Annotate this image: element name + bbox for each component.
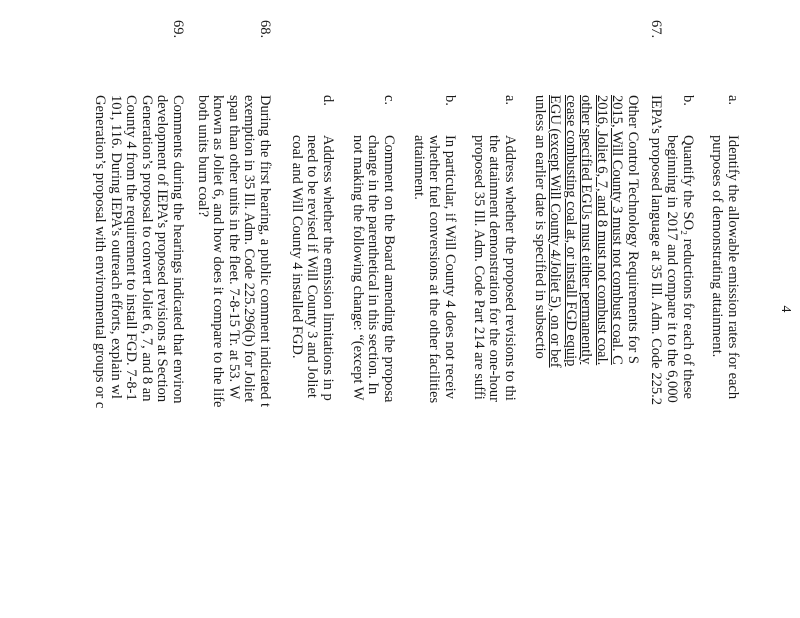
paragraph-line: development of IEPA’s proposed revisions at Section xyxy=(154,95,171,403)
paragraph-line: known as Joliet 6, and how does it compare to the life xyxy=(210,95,227,408)
paragraph-line: Address whether the emission limitations in p xyxy=(320,135,336,401)
paragraph-line: proposed 35 Ill. Adm. Code Part 214 are suffi xyxy=(471,135,487,400)
paragraph-line: exemption in 35 Ill. Adm. Code 225.296(b) for Joliet xyxy=(241,95,258,403)
paragraph-line: Other Control Technology Requirements for S xyxy=(625,95,641,364)
paragraph-line: 2016, Joliet 6, 7, and 8 must not combust coal. xyxy=(594,95,610,366)
paragraph-line: Generation’s proposal to convert Joliet 6, 7, and 8 an xyxy=(139,95,155,402)
paragraph-line: need to be revised if Will County 3 and Joliet xyxy=(304,135,321,398)
paragraph-line: In particular, if Will County 4 does not receiv xyxy=(442,135,458,399)
item-number: 69. xyxy=(170,20,186,39)
paragraph-line: Identify the allowable emission rates for each xyxy=(725,135,741,400)
paragraph-line: whether fuel conversions at the other facilities xyxy=(426,135,443,404)
paragraph-line: During the first hearing, a public comment indicated t xyxy=(257,95,273,408)
paragraph-line: Quantify the SO₂ reductions for each of these xyxy=(680,135,696,399)
paragraph-line: other specified EGUs must either permanently xyxy=(578,95,595,365)
paragraph-line: EGU (except Will County 4/Joliet 5), on or bef xyxy=(547,95,564,368)
paragraph-line: Comments during the hearings indicated that environ xyxy=(170,95,186,404)
item-number: 68. xyxy=(257,20,273,39)
paragraph-line: change in the parenthetical in this section. In xyxy=(365,135,382,395)
paragraph-line: purposes of demonstrating attainment. xyxy=(709,135,726,358)
paragraph-line: 2015, Will County 3 must not combust coal. C xyxy=(609,95,626,365)
item-number: d. xyxy=(320,95,336,106)
item-number: 67. xyxy=(648,20,664,39)
page-number: 4 xyxy=(778,305,793,313)
item-number: a. xyxy=(725,95,741,106)
paragraph-line: IEPA’s proposed language at 35 Ill. Adm. Code 225.2 xyxy=(648,95,664,405)
paragraph-line: 101, 116. During IEPA’s outreach efforts, explain wl xyxy=(108,95,124,399)
paragraph-line: unless an earlier date is specified in subsectio xyxy=(532,95,548,359)
paragraph-line: Address whether the proposed revisions to thi xyxy=(502,135,518,401)
paragraph-line: not making the following change: “(except W xyxy=(350,135,366,401)
item-number: b. xyxy=(442,95,458,106)
paragraph-line: the attainment demonstration for the one-hour xyxy=(486,135,503,402)
paragraph-line: cease combusting coal at, or install FGD equip xyxy=(563,95,579,367)
paragraph-line: beginning in 2017 and compare it to the 6,000 xyxy=(664,135,681,403)
item-number: a. xyxy=(502,95,518,106)
paragraph-line: both units burn coal? xyxy=(195,95,211,218)
paragraph-line: span than other units in the fleet. 7-8-15 Tr. at 53. W xyxy=(226,95,242,400)
paragraph-line: attainment. xyxy=(411,135,427,200)
item-number: c. xyxy=(381,95,397,106)
paragraph-line: coal and Will County 4 installed FGD. xyxy=(289,135,305,359)
item-number: b. xyxy=(680,95,696,106)
paragraph-line: County 4 from the requirement to install FGD. 7-8-1 xyxy=(123,95,140,401)
paragraph-line: Generation’s proposal with environmental groups or c xyxy=(92,95,109,409)
paragraph-line: Comment on the Board amending the proposa xyxy=(381,135,397,403)
